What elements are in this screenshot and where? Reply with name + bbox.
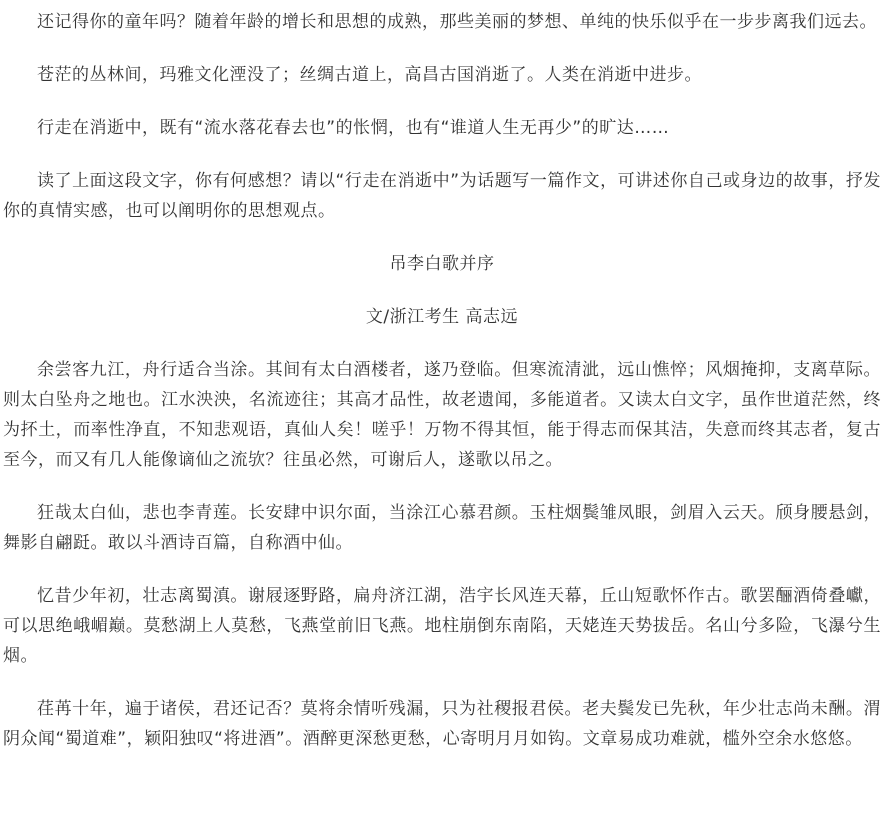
essay-paragraph-2: 狂哉太白仙，悲也李青莲。长安肆中识尔面，当涂江心慕君颜。玉柱烟鬓雏凤眼，剑眉入云天。颀身腰悬剑，舞影自翩跹。敢以斗酒诗百篇，自称酒中仙。 — [3, 503, 881, 553]
essay-paragraph-1: 余尝客九江，舟行适合当涂。其间有太白酒楼者，遂乃登临。但寒流清泚，远山憔悴；风烟掩抑，支离草际。则太白坠舟之地也。江水泱泱，名流迹往；其高才品性，故老遗闻，多能道者。又读太白文字，虽作世道茫然，终为抔土，而率性净直，不知悲观语，真仙人矣！嗟乎！万物不得其恒，能于得志而保其洁，失意而终其志者，复古至今，而又有几人能像谪仙之流欤？往虽必然，可谢后人，遂歌以吊之。 — [3, 360, 881, 470]
essay-byline: 文/浙江考生 高志远 — [365, 307, 519, 327]
essay-paragraph-4: 荏苒十年，遍于诸侯，君还记否？莫将余情听残漏，只为社稷报君侯。老夫鬓发已先秋，年少壮志尚未酬。渭阴众闻“蜀道难”，颖阳独叹“将进酒”。酒醉更深愁更愁，心寄明月月如钩。文章易成功难就，槛外空余水悠悠。 — [3, 699, 881, 749]
prompt-paragraph-2: 苍茫的丛林间，玛雅文化湮没了；丝绸古道上，高昌古国消逝了。人类在消逝中进步。 — [37, 65, 702, 85]
essay-title: 吊李白歌并序 — [389, 254, 495, 274]
essay-paragraph-3: 忆昔少年初，壮志离蜀滇。谢屐逐野路，扁舟济江湖，浩宇长风连天幕，丘山短歌怀作古。歌罢酾酒倚叠巘，可以思绝峨嵋巅。莫愁湖上人莫愁，飞燕堂前旧飞燕。地柱崩倒东南陷，天姥连天势拔岳。名山兮多险，飞瀑兮生烟。 — [3, 586, 881, 666]
prompt-paragraph-4: 读了上面这段文字，你有何感想？请以“行走在消逝中”为话题写一篇作文，可讲述你自己或身边的故事，抒发你的真情实感，也可以阐明你的思想观点。 — [3, 171, 881, 221]
prompt-paragraph-1: 还记得你的童年吗？随着年龄的增长和思想的成熟，那些美丽的梦想、单纯的快乐似乎在一步步离我们远去。 — [37, 12, 877, 32]
prompt-paragraph-3: 行走在消逝中，既有“流水落花春去也”的怅惘，也有“谁道人生无再少”的旷达…… — [37, 118, 670, 138]
